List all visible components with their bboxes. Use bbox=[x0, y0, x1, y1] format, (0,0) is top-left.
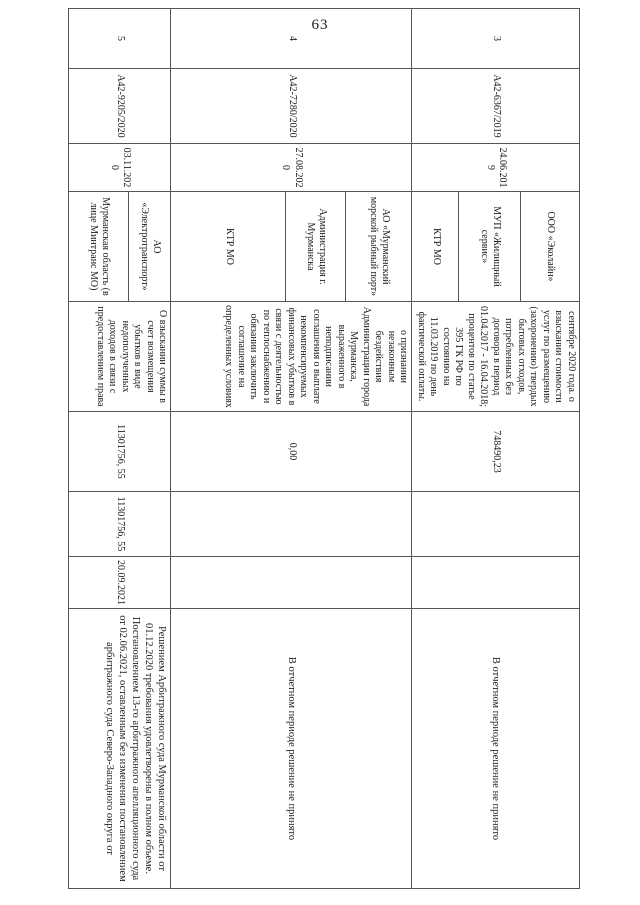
table-row bbox=[521, 9, 580, 889]
case-date: 24.06.2019 bbox=[412, 144, 580, 192]
case-result: Решением Арбитражного суда Мурманской области от 01.12.2020 требования удовлетворены в полном объеме. Постановлением 13-го арбитражного апелляционного суда от 02.06.2021, оставленным без изменения постановлением арбитражного суда Северо-Западного округа от bbox=[69, 609, 171, 889]
case-subject: сентябре 2020 года. о взыскании стоимости услуг по размещению (захоронению) твердых бытовых отходов, потребленных без договора в период 01.04.2017 - 16.04.2018; процентов по статье 395 ГК РФ по состоянию на 11.03.2019 по день фактической оплаты. bbox=[412, 302, 580, 412]
claim-amount: 11301756, 55 bbox=[69, 412, 171, 492]
awarded-amount: 11301756, 55 bbox=[69, 492, 171, 557]
party-defendant: Администрация г. Мурманска bbox=[286, 192, 346, 302]
case-result: В отчетном периоде решение не принято bbox=[171, 609, 412, 889]
table-row bbox=[129, 9, 171, 889]
rotated-table-container bbox=[75, 8, 580, 888]
result-date: 20.09.2021 bbox=[69, 557, 171, 609]
party-third: КТР МО bbox=[171, 192, 286, 302]
party-defendant: Мурманская область (в лице Минтранс МО) bbox=[69, 192, 129, 302]
party-third: КТР МО bbox=[412, 192, 459, 302]
table-row bbox=[346, 9, 412, 889]
row-number: 5 bbox=[69, 9, 171, 69]
case-subject: о признании незаконным бездействия Администрации города Мурманска, выраженного в неподписании соглашения о выплате некомпенсируемых финансовых убытков в связи с деятельностью по теплоснабжению и обязании заключить соглашение на определенных условиях bbox=[171, 302, 412, 412]
result-date bbox=[412, 557, 580, 609]
page-number: 63 bbox=[311, 17, 329, 33]
cases-table bbox=[69, 8, 581, 889]
case-date: 03.11.2020 bbox=[69, 144, 171, 192]
case-number: А42-7280/2020 bbox=[171, 69, 412, 144]
party-plaintiff: АО «Мурманский морской рыбный порт» bbox=[346, 192, 412, 302]
case-number: А42-9205/2020 bbox=[69, 69, 171, 144]
claim-amount: 0,00 bbox=[171, 412, 412, 492]
party-plaintiff: АО «Электротранспорт» bbox=[129, 192, 171, 302]
party-defendant: МУП «Жилищный сервис» bbox=[459, 192, 521, 302]
awarded-amount bbox=[412, 492, 580, 557]
claim-amount: 748490,23 bbox=[412, 412, 580, 492]
case-subject: О взыскании суммы в счет возмещения убытков в виде недополученных доходов в связи с предоставлением права bbox=[69, 302, 171, 412]
awarded-amount bbox=[171, 492, 412, 557]
row-number: 3 bbox=[412, 9, 580, 69]
case-number: А42-6367/2019 bbox=[412, 69, 580, 144]
party-plaintiff: ООО «Эколайн» bbox=[521, 192, 580, 302]
case-result: В отчетном периоде решение не принято bbox=[412, 609, 580, 889]
result-date bbox=[171, 557, 412, 609]
case-date: 27.08.2020 bbox=[171, 144, 412, 192]
row-number: 4 bbox=[171, 9, 412, 69]
